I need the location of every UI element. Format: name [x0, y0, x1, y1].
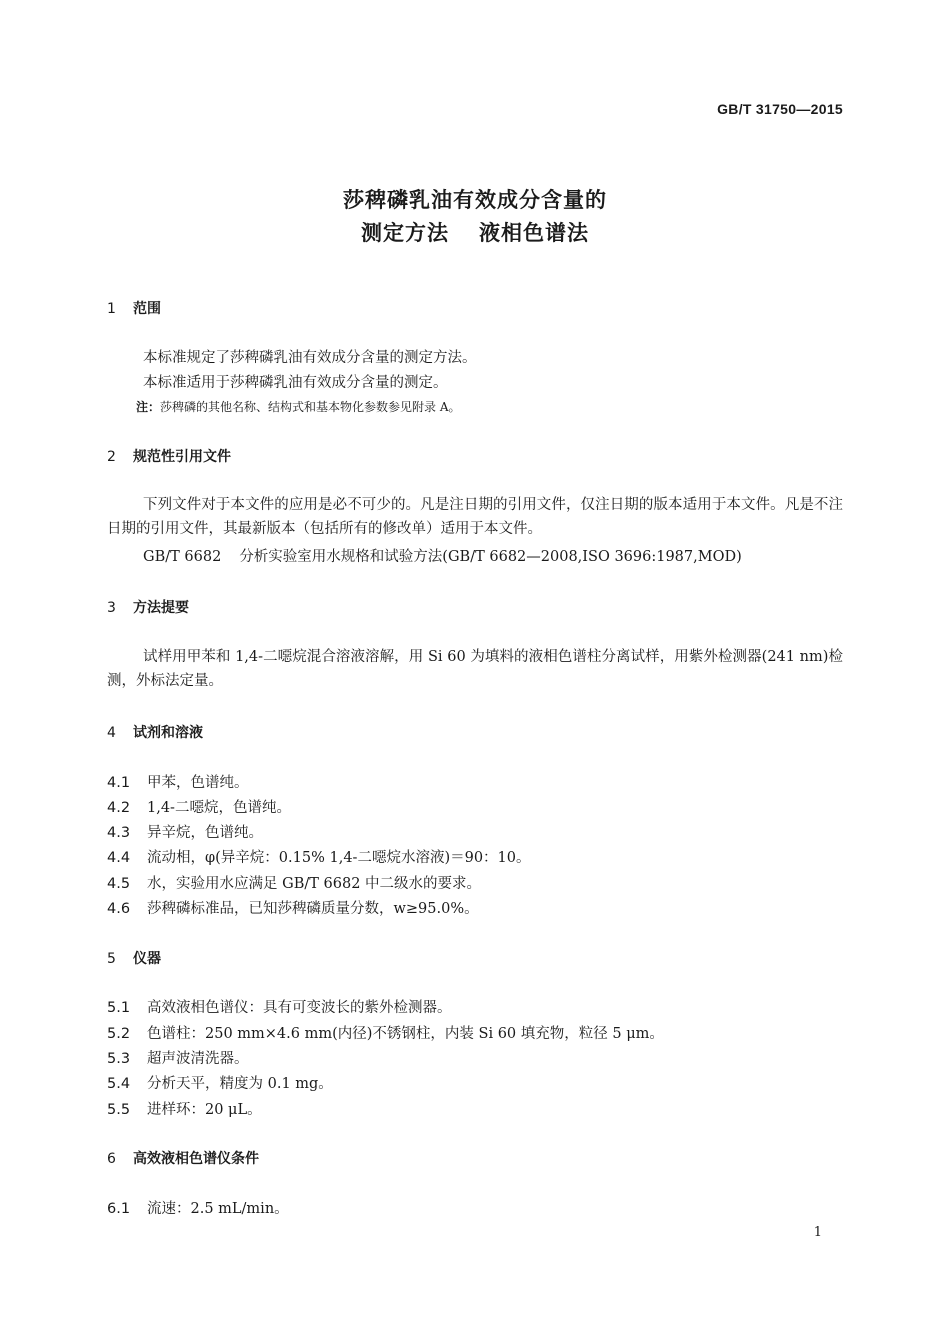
list-item: [107, 1098, 262, 1119]
item-text: 高效液相色谱仪：具有可变波长的紫外检测器。: [147, 1000, 452, 1016]
item-text: 水，实验用水应满足 GB/T 6682 中二级水的要求。: [147, 876, 482, 892]
section-title: 范围: [133, 301, 161, 317]
list-item: [107, 872, 481, 893]
page-number: 1: [813, 1225, 822, 1240]
item-text: 流动相，φ(异辛烷：0.15% 1,4-二噁烷水溶液)＝90：10。: [147, 850, 531, 866]
list-item: [107, 1022, 664, 1043]
item-number: 4.5: [107, 876, 131, 892]
section-number: 6: [107, 1151, 116, 1167]
scope-paragraph-1: 本标准规定了莎稗磷乳油有效成分含量的测定方法。: [143, 350, 477, 366]
list-item: [107, 846, 531, 867]
section-title: 仪器: [133, 951, 161, 967]
section-title: 试剂和溶液: [133, 725, 203, 741]
list-item: [107, 1047, 249, 1068]
section-5-heading: [107, 948, 161, 968]
item-text: 进样环：20 μL。: [147, 1102, 262, 1118]
section-number: 2: [107, 449, 116, 465]
item-text: 超声波清洗器。: [147, 1051, 249, 1067]
section-number: 4: [107, 725, 116, 741]
section-3-heading: [107, 597, 189, 617]
item-text: 流速：2.5 mL/min。: [147, 1201, 289, 1217]
item-text: 色谱柱：250 mm×4.6 mm(内径)不锈钢柱，内装 Si 60 填充物，粒径 5 μm。: [147, 1026, 664, 1042]
section-number: 5: [107, 951, 116, 967]
list-item: [107, 796, 291, 817]
scope-note: [136, 398, 461, 415]
item-number: 5.3: [107, 1051, 131, 1067]
section-title: 规范性引用文件: [133, 449, 231, 465]
list-item: [107, 821, 263, 842]
item-number: 5.5: [107, 1102, 131, 1118]
section-title: 高效液相色谱仪条件: [133, 1151, 259, 1167]
item-number: 5.2: [107, 1026, 131, 1042]
reference-entry: [143, 545, 742, 566]
title-technique: 液相色谱法: [479, 221, 589, 245]
item-text: 1,4-二噁烷，色谱纯。: [147, 800, 291, 816]
list-item: [107, 1072, 333, 1093]
section-6-heading: [107, 1148, 259, 1168]
section-4-heading: [107, 722, 203, 742]
item-text: 异辛烷，色谱纯。: [147, 825, 263, 841]
method-summary-paragraph: 试样用甲苯和 1,4-二噁烷混合溶液溶解，用 Si 60 为填料的液相色谱柱分离试样，用紫外检测器(241 nm)检测，外标法定量。: [107, 649, 843, 689]
section-2-heading: [107, 446, 231, 466]
list-item: [107, 771, 249, 792]
list-item: [107, 897, 479, 918]
section-number: 3: [107, 600, 116, 616]
reference-title: 分析实验室用水规格和试验方法(GB/T 6682—2008,ISO 3696:1987,MOD): [239, 549, 742, 565]
section-title: 方法提要: [133, 600, 189, 616]
item-number: 4.1: [107, 775, 131, 791]
item-number: 4.6: [107, 901, 131, 917]
note-label: 注：: [136, 400, 161, 414]
normative-references-paragraph: 下列文件对于本文件的应用是必不可少的。凡是注日期的引用文件，仅注日期的版本适用于本文件。凡是不注日期的引用文件，其最新版本（包括所有的修改单）适用于本文件。: [107, 497, 843, 537]
reference-code: GB/T 6682: [143, 549, 222, 565]
list-item: [107, 996, 452, 1017]
scope-paragraph-2: 本标准适用于莎稗磷乳油有效成分含量的测定。: [143, 375, 448, 391]
item-text: 分析天平，精度为 0.1 mg。: [147, 1076, 333, 1092]
note-text: 莎稗磷的其他名称、结构式和基本物化参数参见附录 A。: [160, 400, 461, 414]
item-number: 4.4: [107, 850, 131, 866]
item-number: 4.3: [107, 825, 131, 841]
section-number: 1: [107, 301, 116, 317]
section-1-heading: [107, 298, 161, 318]
list-item: [107, 1197, 289, 1218]
item-number: 4.2: [107, 800, 131, 816]
document-title-line1: 莎稗磷乳油有效成分含量的: [343, 188, 607, 212]
standard-code: GB/T 31750—2015: [717, 101, 843, 117]
item-number: 6.1: [107, 1201, 131, 1217]
item-text: 莎稗磷标准品，已知莎稗磷质量分数，w≥95.0%。: [147, 901, 479, 917]
item-text: 甲苯，色谱纯。: [147, 775, 249, 791]
item-number: 5.1: [107, 1000, 131, 1016]
document-title-line2: [0, 217, 950, 247]
item-number: 5.4: [107, 1076, 131, 1092]
title-method: 测定方法: [361, 221, 449, 245]
